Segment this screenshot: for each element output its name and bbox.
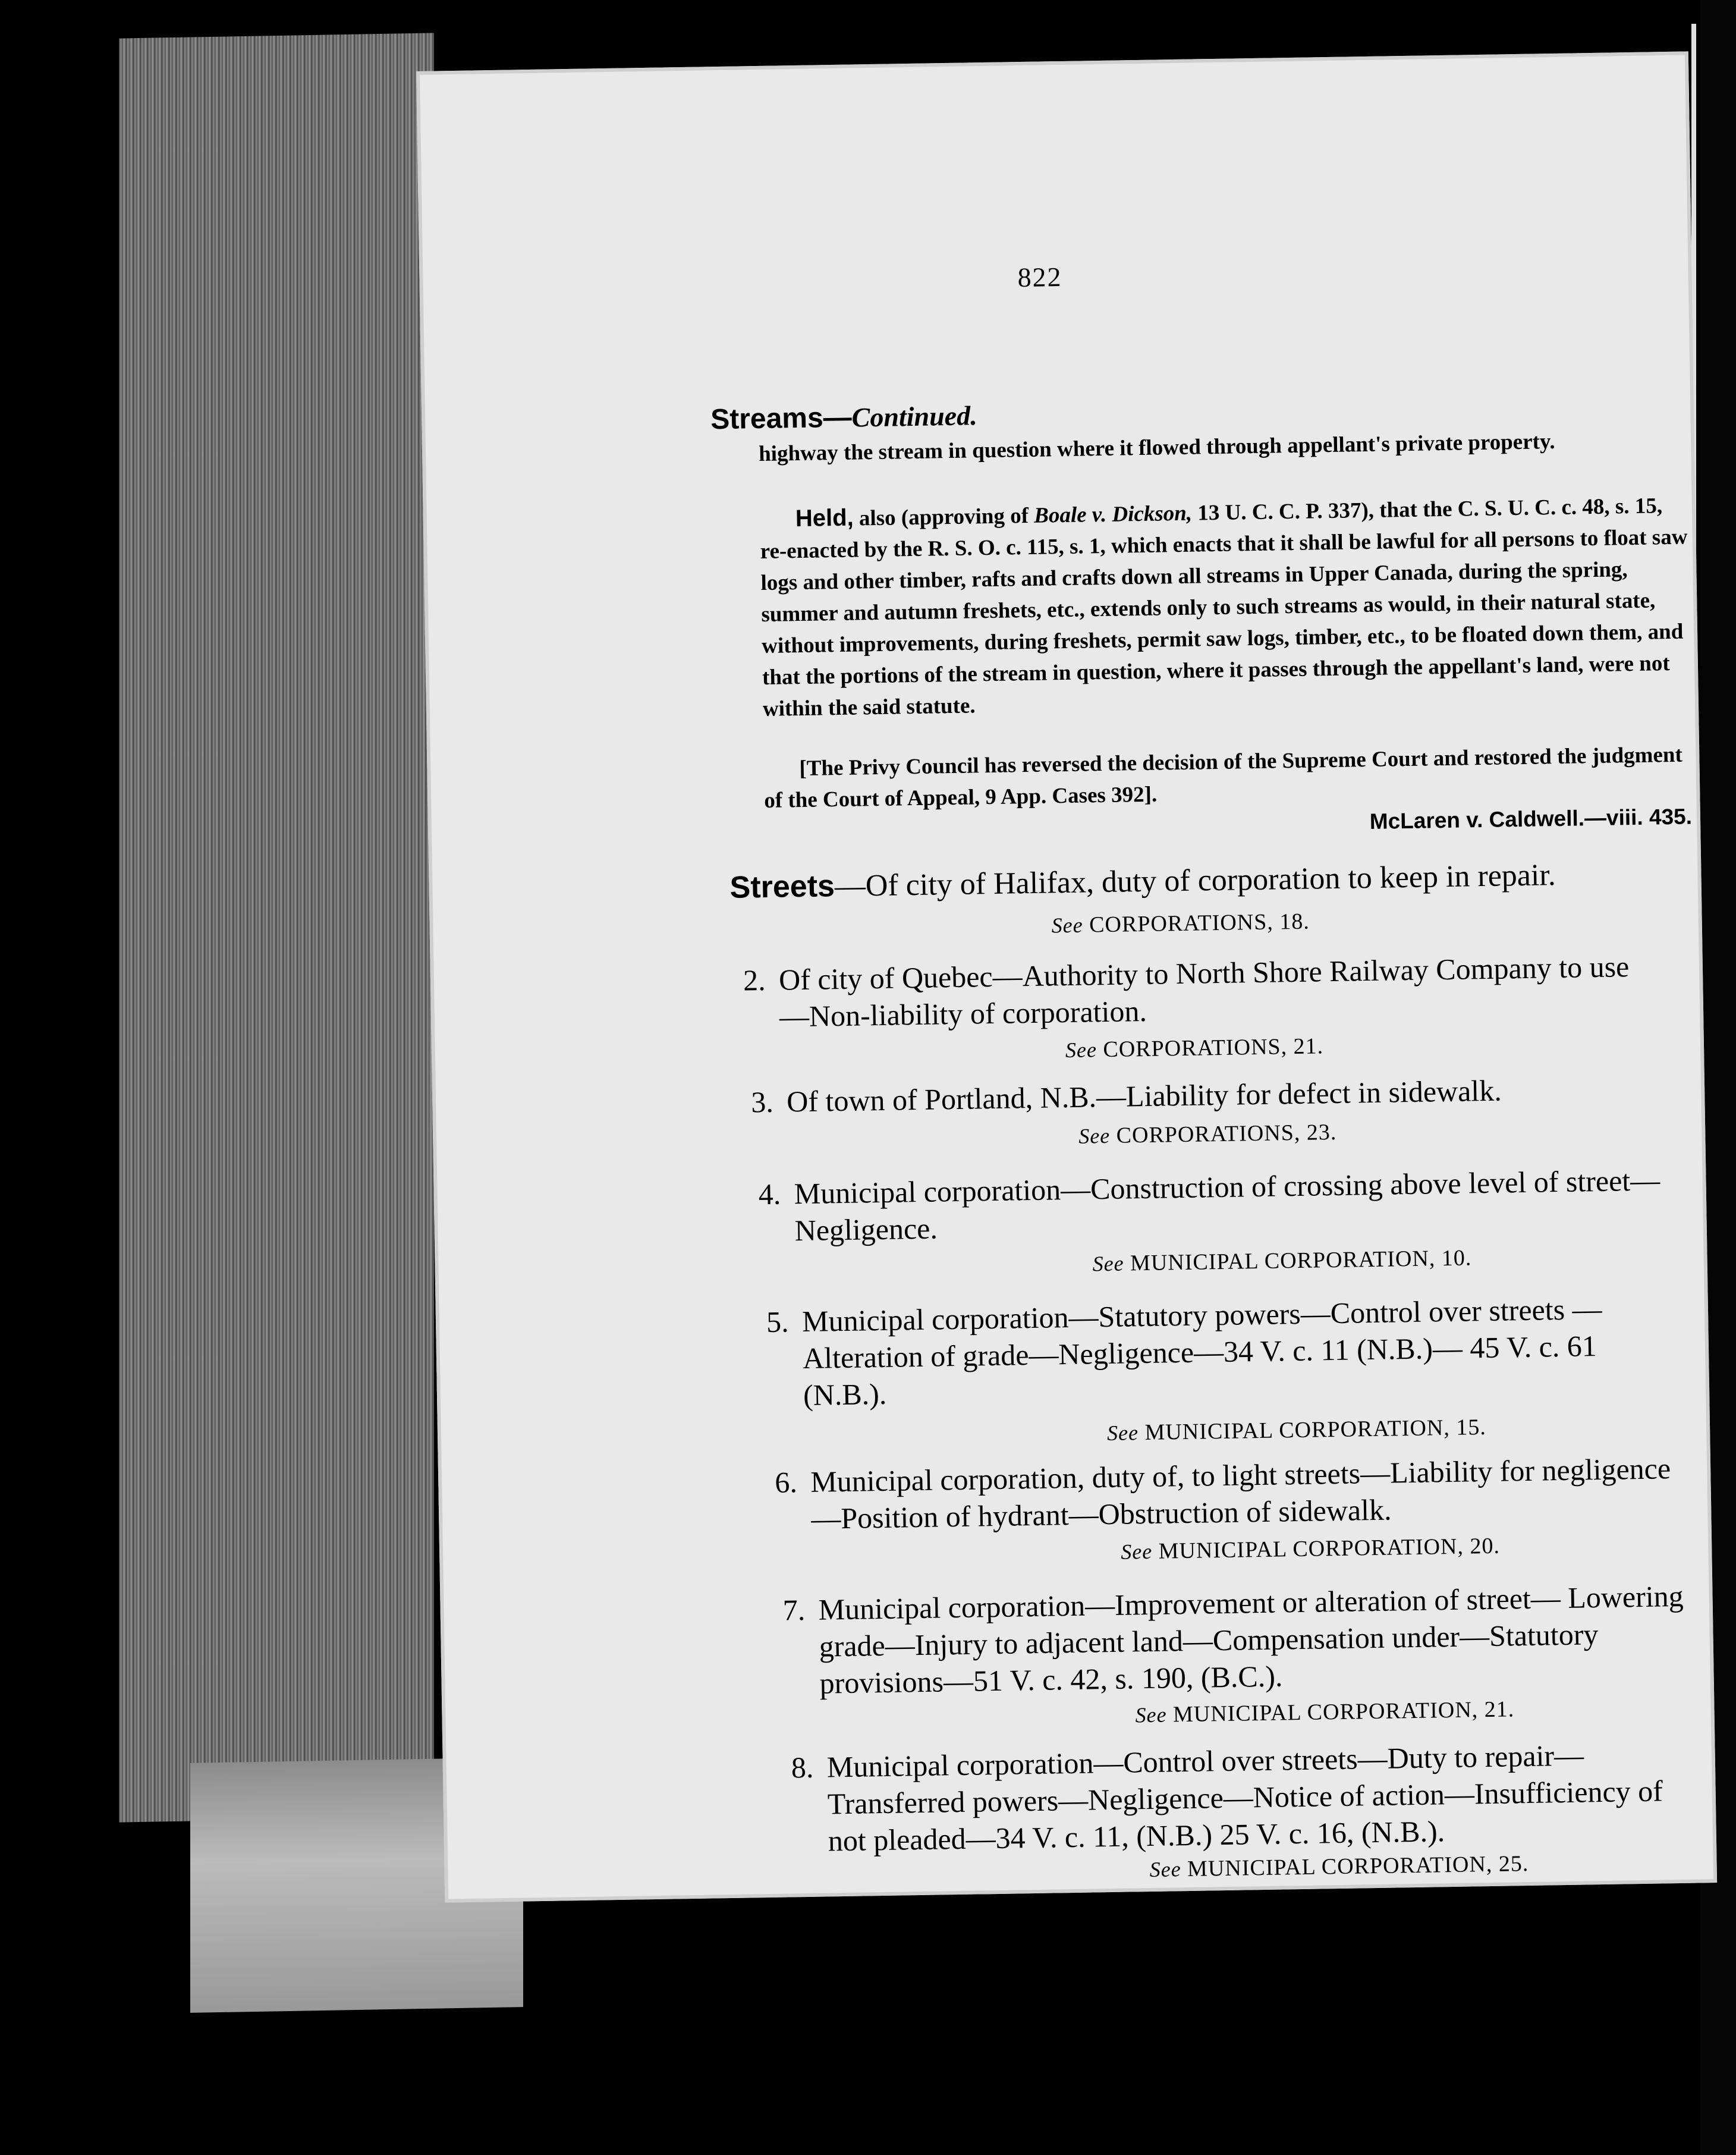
streams-highway-paragraph: highway the stream in question where it flowed through appellant's private property. bbox=[758, 429, 1555, 467]
entry-text: Municipal corporation—Control over streets—Duty to repair— Transferred powers—Negligence—Notice of action—Insufficiency of not pleaded—34 V. c. 11, (N.B.) 25 V. c. 16, (N.B.). bbox=[826, 1738, 1663, 1858]
see-reference bbox=[1092, 1245, 1471, 1277]
see-word: See bbox=[1065, 1038, 1097, 1063]
see-word: See bbox=[1149, 1857, 1181, 1881]
see-reference bbox=[1121, 1533, 1500, 1565]
streams-heading bbox=[710, 399, 977, 436]
entry-text: Of city of Quebec—Authority to North Shore Railway Company to use—Non-liability of corporation. bbox=[778, 950, 1630, 1033]
entry-text: Municipal corporation—Construction of crossing above level of street—Negligence. bbox=[794, 1163, 1660, 1248]
entry-number: 8. bbox=[791, 1750, 814, 1785]
see-word: See bbox=[1135, 1702, 1167, 1727]
entry-text: Of town of Portland, N.B.—Liability for defect in sidewalk. bbox=[786, 1073, 1502, 1119]
entry-number: 4. bbox=[758, 1177, 781, 1211]
see-word: See bbox=[1051, 913, 1083, 938]
see-reference bbox=[1078, 1119, 1337, 1149]
see-target: CORPORATIONS, 18. bbox=[1089, 909, 1310, 938]
streets-entry bbox=[774, 1450, 1691, 1537]
see-target: MUNICIPAL CORPORATION, 21. bbox=[1172, 1697, 1515, 1727]
see-reference bbox=[1065, 1033, 1324, 1063]
streets-entry bbox=[766, 1289, 1684, 1413]
book-page-edges bbox=[119, 33, 434, 1822]
entry-text: Municipal corporation, duty of, to light streets—Liability for negligence—Position of hydrant—Obstruction of sidewalk. bbox=[810, 1452, 1671, 1535]
see-target: MUNICIPAL CORPORATION, 25. bbox=[1187, 1851, 1529, 1881]
see-target: MUNICIPAL CORPORATION, 15. bbox=[1144, 1415, 1487, 1446]
see-reference bbox=[1135, 1696, 1514, 1728]
streets-entry bbox=[791, 1735, 1708, 1859]
see-word: See bbox=[1078, 1123, 1111, 1148]
see-target: MUNICIPAL CORPORATION, 10. bbox=[1130, 1245, 1472, 1276]
streams-continued: Continued. bbox=[851, 400, 977, 433]
streets-first-entry bbox=[729, 855, 1693, 905]
entry-text: Municipal corporation—Statutory powers—Control over streets —Alteration of grade—Negligence—34 V. c. 11 (N.B.)— 45 V. c. 61 (N.B.). bbox=[801, 1292, 1602, 1412]
see-reference bbox=[1149, 1851, 1529, 1883]
held-text-2: 13 U. C. C. P. 337), that the C. S. U. C. c. 48, s. 15, re-enacted by the R. S. O. c. 115, s. 1, which enacts that it shall be lawful for all persons to float saw logs and other timber, rafts and crafts down all streams in Upper Canada, during the spring, summer and autumn freshets, etc., extends only to such streams as would, in their natural state, without improvements, during freshets, permit saw logs, timber, etc., to be floated down them, and that the portions of the stream in question, where it passes through the appellant's land, were not within the said statute. bbox=[760, 494, 1688, 721]
streets-first-text: —Of city of Halifax, duty of corporation to keep in repair. bbox=[834, 858, 1556, 904]
see-word: See bbox=[1106, 1421, 1139, 1446]
see-word: See bbox=[1092, 1251, 1124, 1276]
see-reference bbox=[1051, 909, 1310, 939]
entry-number: 7. bbox=[782, 1593, 806, 1627]
held-text-1: also (approving of bbox=[853, 503, 1034, 531]
streets-entry bbox=[782, 1577, 1700, 1701]
book-page bbox=[416, 51, 1717, 1902]
streets-heading: Streets bbox=[729, 869, 835, 905]
privy-council-note: [The Privy Council has reversed the decision of the Supreme Court and restored the judgment of the Court of Appeal, 9 App. Cases 392]. bbox=[764, 742, 1683, 813]
held-label: Held, bbox=[795, 504, 854, 532]
see-target: CORPORATIONS, 21. bbox=[1103, 1033, 1324, 1063]
see-reference bbox=[1107, 1414, 1486, 1446]
streets-entry bbox=[743, 947, 1660, 1035]
see-target: MUNICIPAL CORPORATION, 20. bbox=[1158, 1533, 1501, 1564]
entry-number: 2. bbox=[743, 963, 766, 997]
see-target: CORPORATIONS, 23. bbox=[1116, 1119, 1337, 1148]
entry-number: 3. bbox=[750, 1085, 774, 1119]
streams-heading-label: Streams— bbox=[710, 401, 853, 436]
case-citation: McLaren v. Caldwell.—viii. 435. bbox=[1369, 804, 1693, 834]
entry-number: 6. bbox=[774, 1465, 798, 1499]
streets-entry bbox=[750, 1069, 1667, 1120]
entry-text: Municipal corporation—Improvement or alteration of street— Lowering grade—Injury to adjacent land—Compensation under—Statutory provisions—51 V. c. 42, s. 190, (B.C.). bbox=[818, 1579, 1684, 1700]
held-case: Boale v. Dickson, bbox=[1033, 501, 1193, 528]
see-word: See bbox=[1120, 1539, 1153, 1564]
entry-number: 5. bbox=[766, 1305, 790, 1339]
streets-entry bbox=[758, 1161, 1675, 1249]
page-number: 822 bbox=[1017, 261, 1062, 293]
streams-held-paragraph bbox=[759, 489, 1690, 725]
